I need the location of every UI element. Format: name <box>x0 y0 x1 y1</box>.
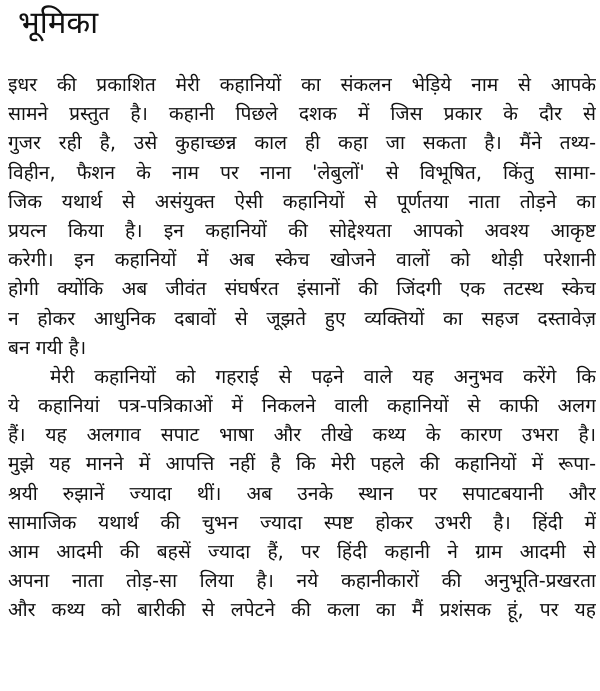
text-line: सामाजिक यथार्थ की चुभन ज्यादा स्पष्ट होकर उभरी है। हिंदी में <box>8 510 596 534</box>
text-line: और कथ्य को बारीकी से लपेटने की कला का मैं प्रशंसक हूं, पर यह <box>8 598 596 622</box>
page-title: भूमिका <box>18 5 99 41</box>
text-line: आम आदमी की बहसें ज्यादा हैं, पर हिंदी कहानी ने ग्राम आदमी से <box>8 540 596 563</box>
text-line: जिक यथार्थ से असंयुक्त ऐसी कहानियों से पूर्णतया नाता तोड़ने का <box>8 189 596 213</box>
text-line: सामने प्रस्तुत है। कहानी पिछले दशक में जिस प्रकार के दौर से <box>8 102 596 126</box>
text-line: मुझे यह मानने में आपत्ति नहीं है कि मेरी पहले की कहानियों में रूपा- <box>8 452 596 476</box>
body-text <box>8 70 596 625</box>
text-line: विहीन, फैशन के नाम पर नाना 'लेबुलों' से विभूषित, किंतु सामा- <box>8 160 596 184</box>
text-line: होगी क्योंकि अब जीवंत संघर्षरत इंसानों की जिंदगी एक तटस्थ स्केच <box>8 277 596 301</box>
paragraph-first-line: मेरी कहानियों को गहराई से पढ़ने वाले यह अनुभव करेंगे कि <box>50 364 596 388</box>
text-line: करेगी। इन कहानियों में अब स्केच खोजने वालों को थोड़ी परेशानी <box>8 248 596 272</box>
text-line: श्रयी रुझानें ज्यादा थीं। अब उनके स्थान पर सपाटबयानी और <box>8 481 596 505</box>
text-line: बन गयी है। <box>8 335 87 359</box>
text-line: अपना नाता तोड़-सा लिया है। नये कहानीकारों की अनुभूति-प्रखरता <box>8 569 596 593</box>
text-line: इधर की प्रकाशित मेरी कहानियों का संकलन भेड़िये नाम से आपके <box>8 73 596 96</box>
text-line: हैं। यह अलगाव सपाट भाषा और तीखे कथ्य के कारण उभरा है। <box>8 423 596 447</box>
text-line: गुजर रही है, उसे कुहाच्छन्न काल ही कहा जा सकता है। मैंने तथ्य- <box>8 131 596 155</box>
text-line: ये कहानियां पत्र-पत्रिकाओं में निकलने वाली कहानियों से काफी अलग <box>8 394 596 418</box>
text-line: प्रयत्न किया है। इन कहानियों की सोद्देश्यता आपको अवश्य आकृष्ट <box>8 218 596 242</box>
text-line: न होकर आधुनिक दबावों से जूझते हुए व्यक्तियों का सहज दस्तावेज़ <box>8 306 596 330</box>
